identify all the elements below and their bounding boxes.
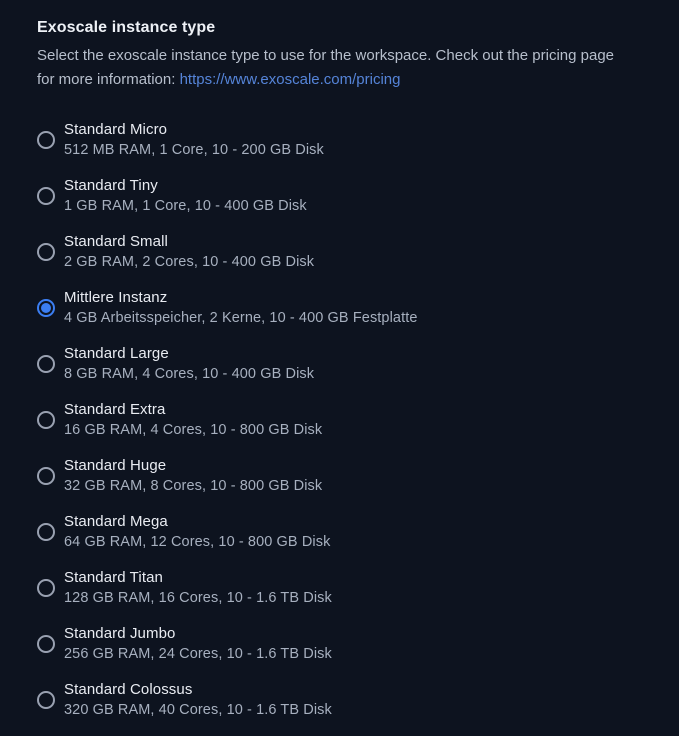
radio-button[interactable]: [37, 131, 55, 149]
radio-button[interactable]: [37, 691, 55, 709]
instance-option-standard-extra[interactable]: [37, 399, 642, 441]
option-label: Standard Titan: [64, 569, 163, 586]
option-description: 4 GB Arbeitsspeicher, 2 Kerne, 10 - 400 GB Festplatte: [64, 310, 418, 326]
pricing-link[interactable]: https://www.exoscale.com/pricing: [179, 71, 401, 88]
option-description: 128 GB RAM, 16 Cores, 10 - 1.6 TB Disk: [64, 590, 332, 606]
option-text: [64, 567, 332, 609]
radio-button[interactable]: [37, 243, 55, 261]
option-description: 8 GB RAM, 4 Cores, 10 - 400 GB Disk: [64, 366, 315, 382]
option-description: 512 MB RAM, 1 Core, 10 - 200 GB Disk: [64, 142, 324, 158]
option-description: 1 GB RAM, 1 Core, 10 - 400 GB Disk: [64, 198, 307, 214]
option-text: [64, 455, 322, 497]
option-description: 64 GB RAM, 12 Cores, 10 - 800 GB Disk: [64, 534, 331, 550]
option-text: [64, 623, 332, 665]
option-text: [64, 679, 332, 721]
instance-option-standard-titan[interactable]: [37, 567, 642, 609]
radio-button[interactable]: [37, 523, 55, 541]
section-title: Exoscale instance type: [37, 19, 216, 36]
radio-button[interactable]: [37, 635, 55, 653]
option-text: [64, 175, 307, 217]
option-label: Standard Large: [64, 345, 169, 362]
option-label: Standard Colossus: [64, 681, 193, 698]
option-label: Standard Jumbo: [64, 625, 176, 642]
instance-option-standard-jumbo[interactable]: [37, 623, 642, 665]
option-text: [64, 511, 330, 553]
option-text: [64, 399, 322, 441]
instance-option-standard-micro[interactable]: [37, 119, 642, 161]
option-label: Standard Extra: [64, 401, 166, 418]
option-label: Standard Micro: [64, 121, 168, 138]
option-description: 320 GB RAM, 40 Cores, 10 - 1.6 TB Disk: [64, 702, 332, 718]
option-description: 2 GB RAM, 2 Cores, 10 - 400 GB Disk: [64, 254, 315, 270]
option-label: Standard Huge: [64, 457, 167, 474]
instance-option-standard-large[interactable]: [37, 343, 642, 385]
radio-button[interactable]: [37, 411, 55, 429]
instance-option-standard-mega[interactable]: [37, 511, 642, 553]
option-description: 256 GB RAM, 24 Cores, 10 - 1.6 TB Disk: [64, 646, 332, 662]
radio-button[interactable]: [37, 355, 55, 373]
instance-option-standard-small[interactable]: [37, 231, 642, 273]
section-description: [37, 44, 627, 92]
option-label: Standard Small: [64, 233, 168, 250]
option-text: [64, 231, 314, 273]
instance-option-standard-colossus[interactable]: [37, 679, 642, 721]
option-description: 32 GB RAM, 8 Cores, 10 - 800 GB Disk: [64, 478, 323, 494]
option-label: Standard Tiny: [64, 177, 158, 194]
option-text: [64, 287, 418, 329]
instance-option-mittlere-instanz[interactable]: [37, 287, 642, 329]
radio-button[interactable]: [37, 467, 55, 485]
option-label: Standard Mega: [64, 513, 168, 530]
instance-option-standard-tiny[interactable]: [37, 175, 642, 217]
section-description-text: Select the exoscale instance type to use for the workspace. Check out the pricing page for more information:: [37, 47, 615, 88]
option-text: [64, 119, 324, 161]
option-description: 16 GB RAM, 4 Cores, 10 - 800 GB Disk: [64, 422, 323, 438]
radio-button[interactable]: [37, 187, 55, 205]
option-label: Mittlere Instanz: [64, 289, 168, 306]
instance-type-radio-group: [37, 119, 642, 721]
instance-option-standard-huge[interactable]: [37, 455, 642, 497]
option-text: [64, 343, 314, 385]
radio-button[interactable]: [37, 299, 55, 317]
radio-button[interactable]: [37, 579, 55, 597]
